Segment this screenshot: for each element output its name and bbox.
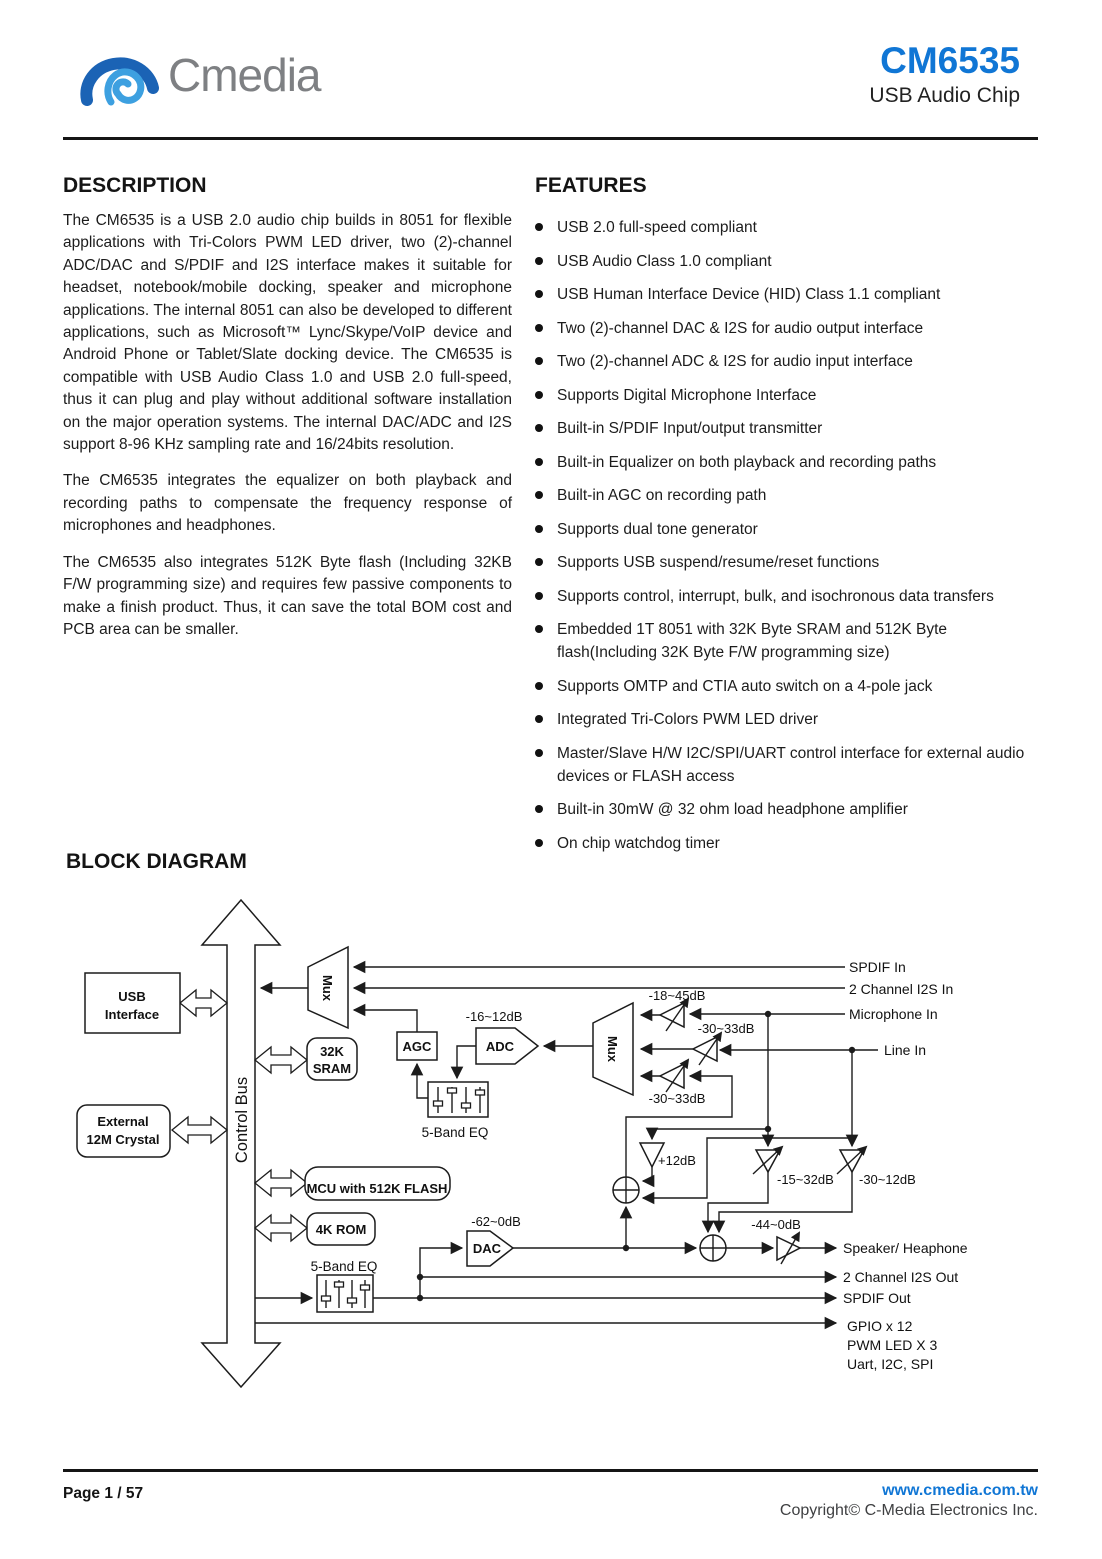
headphone-amp (751, 1217, 801, 1264)
port-labels (843, 959, 968, 1372)
feature-item (535, 618, 1039, 664)
feature-item (535, 708, 1039, 731)
sram-block (307, 1038, 357, 1080)
record-eq-block (422, 1082, 489, 1140)
bullet-icon (535, 525, 543, 533)
bullet-icon (535, 839, 543, 847)
pwm-led-label: PWM LED X 3 (847, 1337, 938, 1353)
chip-name: CM6535 (880, 40, 1020, 81)
feature-item (535, 832, 1039, 855)
chip-title-block (869, 42, 1020, 108)
record-eq-label: 5-Band EQ (421, 1125, 489, 1140)
cmedia-swirl-icon (80, 38, 162, 112)
feature-text: USB Audio Class 1.0 compliant (557, 252, 772, 270)
bullet-icon (535, 749, 543, 757)
bullet-icon (535, 715, 543, 723)
speaker-out-label: Speaker/ Heaphone (843, 1240, 968, 1256)
copyright-text: Copyright© C-Media Electronics Inc. (779, 1502, 1038, 1519)
description-paragraph: The CM6535 is a USB 2.0 audio chip builds in 8051 for flexible applications with Tri-Colors PWM LED driver, two (2)-channel ADC/DAC and S/PDIF and I2S interface makes it suitable for headset, notebook/mobile docking, speaker and microphone applications. The internal 8051 can also be developed to different applications, such as Microsoft™ Lync/Skype/VoIP device and Android Phone or Tablet/Slate docking device. The CM6535 is compatible with USB Audio Class 1.0 and USB 2.0 full-speed, thus it can plug and play without additional software installation on the major operation systems. The internal DAC/ADC and I2S support 8-96 KHz sampling rate and 16/24bits resolution. (63, 212, 512, 454)
adc-gain-label: -16~12dB (465, 1009, 523, 1024)
footer-right-block (780, 1482, 1038, 1520)
feature-text: Master/Slave H/W I2C/SPI/UART control interface for external audio devices or FLASH access (557, 744, 1025, 785)
mic-monitor-gain-label: -15~32dB (777, 1172, 834, 1187)
block-diagram-heading: BLOCK DIAGRAM (66, 850, 247, 873)
feature-item (535, 417, 1039, 440)
loopback-amp (649, 1060, 706, 1106)
mcu-label: MCU with 512K FLASH (306, 1181, 448, 1196)
headphone-amp-gain-label: -44~0dB (751, 1217, 801, 1232)
spdif-in-label: SPDIF In (849, 959, 906, 975)
chip-subtitle: USB Audio Chip (869, 83, 1020, 107)
feature-text: Embedded 1T 8051 with 32K Byte SRAM and 512K Byte flash(Including 32K Byte F/W programming size) (557, 621, 948, 661)
block-diagram (0, 888, 1102, 1400)
bullet-icon (535, 424, 543, 432)
feature-text: Supports OMTP and CTIA auto switch on a 4-pole jack (557, 677, 933, 695)
feature-item (535, 250, 1039, 273)
feature-item (535, 484, 1039, 507)
sram-label2: SRAM (312, 1061, 352, 1076)
record-input-mux (593, 1003, 633, 1095)
control-bus (202, 900, 280, 1387)
feature-text: On chip watchdog timer (557, 834, 720, 852)
feature-text: USB 2.0 full-speed compliant (557, 219, 757, 236)
line-monitor-gain-label: -30~12dB (859, 1172, 916, 1187)
dac-gain-label: -62~0dB (471, 1214, 521, 1229)
mux-record-label: Mux (605, 1036, 620, 1062)
feature-text: Supports USB suspend/resume/reset functions (557, 554, 880, 571)
mic-monitor-amp (753, 1147, 834, 1187)
bullet-icon (535, 357, 543, 365)
spdif-out-label: SPDIF Out (843, 1290, 911, 1306)
feature-text: Built-in 30mW @ 32 ohm load headphone amplifier (557, 801, 908, 818)
description-paragraph: The CM6535 integrates the equalizer on both playback and recording paths to compensate the frequency response of microphones and headphones. (63, 472, 512, 535)
bullet-icon (535, 592, 543, 600)
i2s-out-label: 2 Channel I2S Out (843, 1269, 959, 1285)
footer-rule (63, 1469, 1038, 1472)
feature-text: Two (2)-channel ADC & I2S for audio input interface (557, 353, 913, 370)
bullet-icon (535, 682, 543, 690)
description-paragraph: The CM6535 also integrates 512K Byte flash (Including 32KB F/W programming size) and requires few passive components to make a finish product. Thus, it can save the total BOM cost and PCB area can be smaller. (63, 553, 512, 638)
dac-label: DAC (472, 1241, 502, 1256)
sidetone-sum-node (613, 1177, 639, 1203)
sidetone-gain-label: +12dB (658, 1153, 696, 1168)
feature-item (535, 451, 1039, 474)
feature-text: Integrated Tri-Colors PWM LED driver (557, 711, 818, 728)
sidetone-boost-amp (640, 1143, 696, 1168)
gpio-label: GPIO x 12 (847, 1318, 913, 1334)
logo-wordmark: Cmedia (168, 49, 321, 101)
usb-interface-block (85, 973, 180, 1033)
mic-amp-gain-label: -18~45dB (648, 988, 706, 1003)
feature-item (535, 350, 1039, 373)
feature-item (535, 798, 1039, 821)
dac-block (467, 1214, 521, 1266)
uart-i2c-spi-label: Uart, I2C, SPI (847, 1356, 934, 1372)
feature-text: Supports dual tone generator (557, 520, 758, 538)
i2s-in-label: 2 Channel I2S In (849, 981, 954, 997)
description-section (63, 174, 512, 655)
mcu-block (305, 1167, 450, 1200)
playback-eq-block (311, 1259, 378, 1312)
line-input-amp (693, 1021, 754, 1065)
playback-record-mux (308, 947, 348, 1028)
crystal-label1: External (97, 1114, 149, 1129)
features-list (535, 216, 1039, 855)
mux-playback-label: Mux (320, 975, 335, 1001)
adc-label: ADC (485, 1039, 515, 1054)
playback-eq-label: 5-Band EQ (310, 1259, 378, 1274)
feature-text: Built-in S/PDIF Input/output transmitter (557, 420, 823, 437)
line-in-label: Line In (884, 1042, 927, 1058)
feature-item (535, 317, 1039, 340)
adc-block (466, 1009, 538, 1064)
feature-item (535, 742, 1039, 788)
feature-item (535, 216, 1039, 239)
feature-text: Two (2)-channel DAC & I2S for audio output interface (557, 319, 924, 337)
website-link[interactable]: www.cmedia.com.tw (882, 1482, 1038, 1499)
sram-label1: 32K (320, 1044, 344, 1059)
cmedia-logo (80, 38, 321, 112)
bullet-icon (535, 805, 543, 813)
feature-item (535, 551, 1039, 574)
bullet-icon (535, 625, 543, 633)
bullet-icon (535, 391, 543, 399)
agc-label: AGC (402, 1039, 432, 1054)
feature-text: Supports control, interrupt, bulk, and isochronous data transfers (557, 587, 994, 605)
feature-text: Supports Digital Microphone Interface (557, 386, 817, 404)
page-number: Page 1 / 57 (63, 1485, 144, 1502)
bullet-icon (535, 257, 543, 265)
features-heading: FEATURES (535, 174, 647, 197)
feature-text: Built-in AGC on recording path (557, 487, 767, 504)
line-amp-gain-label: -30~33dB (697, 1021, 755, 1036)
usb-interface-label2: Interface (104, 1007, 160, 1022)
feature-item (535, 518, 1039, 541)
feature-text: Built-in Equalizer on both playback and recording paths (557, 453, 937, 471)
bullet-icon (535, 491, 543, 499)
usb-interface-label1: USB (118, 989, 146, 1004)
bullet-icon (535, 223, 543, 231)
features-section (535, 174, 1039, 865)
loopback-amp-gain-label: -30~33dB (648, 1091, 706, 1106)
feature-item (535, 384, 1039, 407)
control-bus-label: Control Bus (233, 1076, 251, 1164)
rom-block (307, 1213, 375, 1245)
description-heading: DESCRIPTION (63, 174, 207, 197)
external-crystal-block (77, 1105, 170, 1157)
feature-item (535, 283, 1039, 306)
bullet-icon (535, 558, 543, 566)
agc-block (397, 1032, 437, 1060)
feature-item (535, 675, 1039, 698)
bullet-icon (535, 458, 543, 466)
bullet-icon (535, 324, 543, 332)
crystal-label2: 12M Crystal (86, 1132, 160, 1147)
header-rule (63, 137, 1038, 140)
mic-in-label: Microphone In (849, 1006, 938, 1022)
feature-item (535, 585, 1039, 608)
line-monitor-amp (837, 1147, 916, 1187)
bullet-icon (535, 290, 543, 298)
output-sum-node (700, 1235, 726, 1261)
rom-label: 4K ROM (315, 1222, 367, 1237)
feature-text: USB Human Interface Device (HID) Class 1.1 compliant (557, 286, 941, 303)
